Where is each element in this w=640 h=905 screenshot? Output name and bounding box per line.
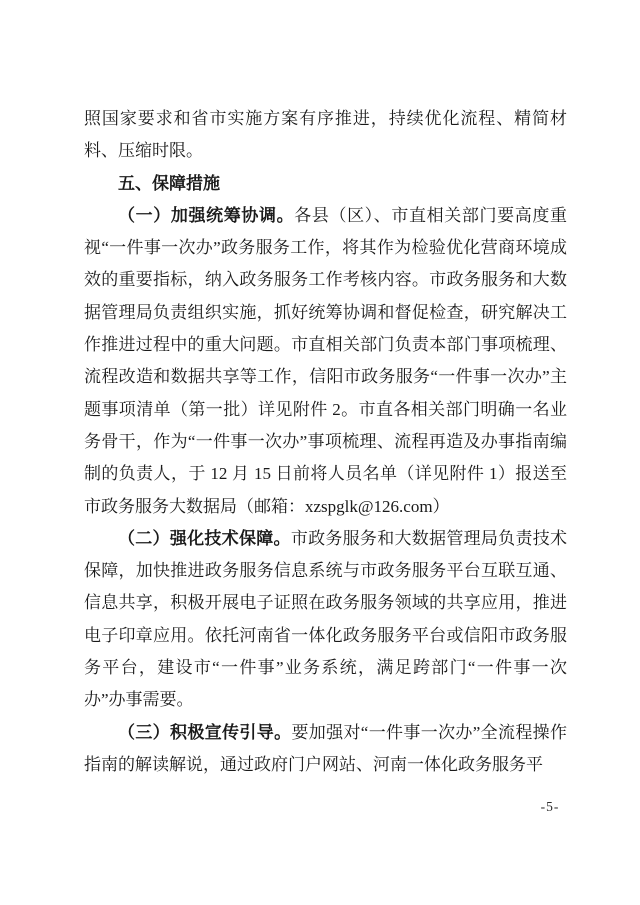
paragraph-item-3 [84, 717, 567, 782]
item-3-text: 要加强对“一件事一次办”全流程操作指南的解读解说，通过政府门户网站、河南一体化政务服务平 [84, 722, 568, 774]
paragraph-continuation: 照国家要求和省市实施方案有序推进，持续优化流程、精简材料、压缩时限。 [84, 109, 567, 161]
page-number: -5- [540, 799, 560, 814]
item-2-lead: （二）强化技术保障。 [118, 528, 291, 548]
item-2-text: 市政务服务和大数据管理局负责技术保障，加快推进政务服务信息系统与市政务服务平台互联互通、信息共享，积极开展电子证照在政务服务领域的共享应用，推进电子印章应用。依托河南省一体化政务服务平台或信阳市政务服务平台，建设市“一件事”业务系统，满足跨部门“一件事一次办”办事需要。 [84, 528, 568, 710]
document-body [84, 103, 567, 781]
item-1-lead: （一）加强统筹协调。 [118, 205, 295, 225]
paragraph-item-2 [84, 523, 567, 717]
item-3-lead: （三）积极宣传引导。 [118, 722, 292, 742]
section-heading: 五、保障措施 [118, 173, 220, 193]
paragraph-item-1 [84, 200, 567, 523]
item-1-text: 各县（区）、市直相关部门要高度重视“一件事一次办”政务服务工作，将其作为检验优化营商环境成效的重要指标，纳入政务服务工作考核内容。市政务服务和大数据管理局负责组织实施，抓好统筹协调和督促检查，研究解决工作推进过程中的重大问题。市直相关部门负责本部门事项梳理、流程改造和数据共享等工作，信阳市政务服务“一件事一次办”主题事项清单（第一批）详见附件 2。市直各相关部门明确一名业务骨干，作为“一件事一次办”事项梳理、流程再造及办事指南编制的负责人，于 12 月 15 日前将人员名单（详见附件 1）报送至市政务服务大数据局（邮箱：xzspglk@126.com） [84, 205, 568, 516]
